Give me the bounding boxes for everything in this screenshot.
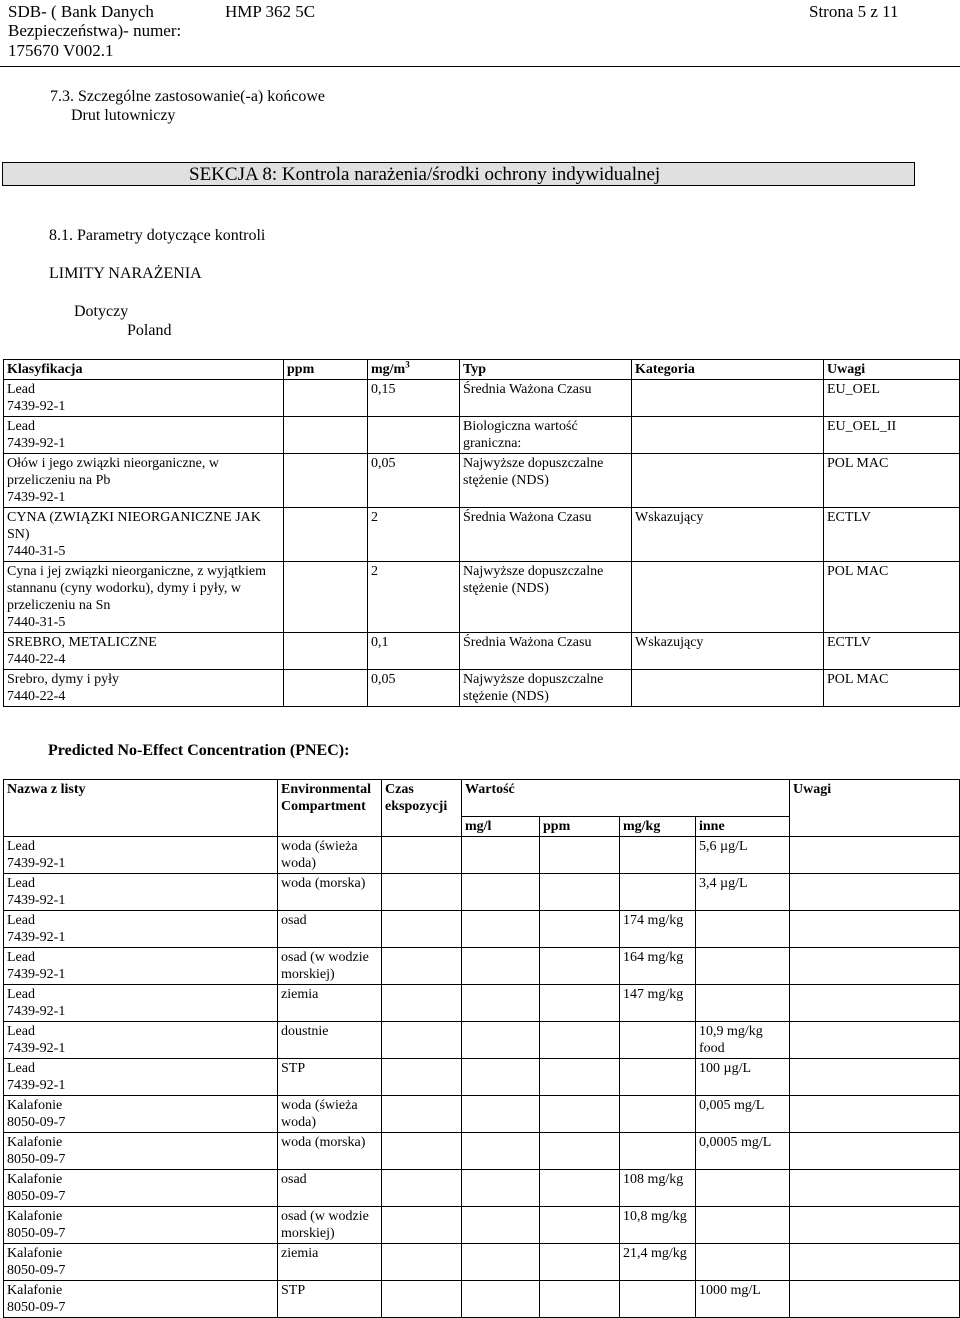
- pnec-row: [4, 874, 960, 911]
- limits-substance-name: SREBRO, METALICZNE: [7, 635, 157, 650]
- pnec-cell-czas: [382, 1207, 462, 1244]
- pnec-cell-czas: [382, 1244, 462, 1281]
- pnec-substance-name: Kalafonie: [7, 1209, 63, 1224]
- limits-header-row: [4, 360, 960, 380]
- col-header-mgm3-text: mg/m: [371, 362, 406, 377]
- pnec-row: [4, 1133, 960, 1170]
- pnec-cell-env: osad (w wodzie morskiej): [278, 1207, 382, 1244]
- pnec-cell-uwagi: [790, 985, 960, 1022]
- pnec-cell-czas: [382, 911, 462, 948]
- pnec-cell-mgkg: 10,8 mg/kg: [620, 1207, 696, 1244]
- pnec-substance-cas: 8050-09-7: [7, 1115, 66, 1130]
- limits-substance-cas: 7439-92-1: [7, 399, 66, 414]
- pnec-cell-mgkg: [620, 1022, 696, 1059]
- limits-cell-uwagi: POL MAC: [824, 670, 960, 707]
- limits-cell-uwagi: EU_OEL: [824, 380, 960, 417]
- limits-heading: LIMITY NARAŻENIA: [49, 265, 202, 282]
- pnec-row: [4, 911, 960, 948]
- pnec-substance-cas: 8050-09-7: [7, 1226, 66, 1241]
- pnec-cell-czas: [382, 1022, 462, 1059]
- pnec-cell-inne: 100 µg/L: [696, 1059, 790, 1096]
- limits-cell-uwagi: ECTLV: [824, 633, 960, 670]
- pnec-cell-mgl: [462, 1170, 540, 1207]
- pnec-substance-name: Lead: [7, 987, 35, 1002]
- pnec-cell-ppm: [540, 1170, 620, 1207]
- pnec-cell-uwagi: [790, 1133, 960, 1170]
- pnec-cell-nazwa: [4, 1244, 278, 1281]
- limits-cell-kategoria: [632, 670, 824, 707]
- limits-cell-mgm3: 0,05: [368, 670, 460, 707]
- pnec-cell-mgkg: 108 mg/kg: [620, 1170, 696, 1207]
- pnec-cell-nazwa: [4, 1170, 278, 1207]
- pnec-cell-uwagi: [790, 948, 960, 985]
- limits-cell-typ: Średnia Ważona Czasu: [460, 633, 632, 670]
- applies-label: Dotyczy: [74, 303, 129, 320]
- pnec-col-header-env: Environmental Compartment: [278, 780, 382, 837]
- header-doc-line1: SDB- ( Bank Danych: [8, 2, 154, 21]
- limits-cell-kategoria: [632, 454, 824, 508]
- limits-row: [4, 454, 960, 508]
- pnec-cell-uwagi: [790, 874, 960, 911]
- pnec-substance-cas: 7439-92-1: [7, 1078, 66, 1093]
- col-header-klasyfikacja: Klasyfikacja: [4, 360, 284, 380]
- pnec-cell-ppm: [540, 948, 620, 985]
- pnec-substance-cas: 7439-92-1: [7, 930, 66, 945]
- pnec-cell-mgl: [462, 1244, 540, 1281]
- pnec-cell-uwagi: [790, 1207, 960, 1244]
- pnec-col-header-wartosc: Wartość: [462, 780, 790, 817]
- pnec-cell-env: doustnie: [278, 1022, 382, 1059]
- pnec-cell-env: woda (morska): [278, 874, 382, 911]
- pnec-cell-mgl: [462, 837, 540, 874]
- pnec-cell-ppm: [540, 1133, 620, 1170]
- pnec-cell-ppm: [540, 1207, 620, 1244]
- pnec-cell-mgl: [462, 1059, 540, 1096]
- pnec-cell-env: STP: [278, 1059, 382, 1096]
- col-header-mgm3-sup: 3: [405, 359, 410, 370]
- pnec-col-header-mgkg: mg/kg: [620, 817, 696, 837]
- limits-cell-kategoria: Wskazujący: [632, 633, 824, 670]
- pnec-row: [4, 1281, 960, 1318]
- pnec-cell-inne: [696, 1170, 790, 1207]
- header-divider: [0, 66, 960, 67]
- limits-substance-name: Ołów i jego związki nieorganiczne, w przeliczeniu na Pb: [7, 456, 220, 488]
- pnec-cell-uwagi: [790, 1022, 960, 1059]
- limits-cell-typ: Najwyższe dopuszczalne stężenie (NDS): [460, 670, 632, 707]
- limits-substance-cas: 7439-92-1: [7, 490, 66, 505]
- limits-cell-mgm3: 2: [368, 508, 460, 562]
- pnec-cell-mgkg: 174 mg/kg: [620, 911, 696, 948]
- limits-cell-klasyfikacja: [4, 670, 284, 707]
- limits-substance-name: Lead: [7, 382, 35, 397]
- pnec-substance-cas: 7439-92-1: [7, 1004, 66, 1019]
- pnec-cell-ppm: [540, 985, 620, 1022]
- limits-cell-ppm: [284, 380, 368, 417]
- pnec-cell-czas: [382, 1170, 462, 1207]
- limits-substance-name: Cyna i jej związki nieorganiczne, z wyjątkiem stannanu (cyny wodorku), dymy i pyły, w przeliczeniu na Sn: [7, 564, 267, 613]
- pnec-substance-cas: 8050-09-7: [7, 1152, 66, 1167]
- pnec-cell-inne: 1000 mg/L: [696, 1281, 790, 1318]
- pnec-cell-env: STP: [278, 1281, 382, 1318]
- pnec-cell-inne: [696, 948, 790, 985]
- pnec-cell-nazwa: [4, 837, 278, 874]
- pnec-cell-inne: 3,4 µg/L: [696, 874, 790, 911]
- pnec-cell-mgl: [462, 985, 540, 1022]
- pnec-row: [4, 1170, 960, 1207]
- pnec-cell-mgkg: [620, 874, 696, 911]
- pnec-cell-ppm: [540, 1244, 620, 1281]
- pnec-cell-nazwa: [4, 1059, 278, 1096]
- pnec-substance-name: Lead: [7, 913, 35, 928]
- pnec-col-header-uwagi: Uwagi: [790, 780, 960, 837]
- pnec-cell-czas: [382, 837, 462, 874]
- limits-substance-cas: 7440-31-5: [7, 544, 66, 559]
- limits-cell-ppm: [284, 562, 368, 633]
- pnec-cell-nazwa: [4, 1022, 278, 1059]
- pnec-cell-mgl: [462, 911, 540, 948]
- pnec-substance-name: Kalafonie: [7, 1246, 63, 1261]
- pnec-cell-env: osad (w wodzie morskiej): [278, 948, 382, 985]
- pnec-cell-mgl: [462, 874, 540, 911]
- header-doc-number: 175670 V002.1: [8, 41, 114, 60]
- pnec-row: [4, 1059, 960, 1096]
- applies-value: Poland: [127, 322, 172, 339]
- pnec-cell-uwagi: [790, 837, 960, 874]
- pnec-row: [4, 1096, 960, 1133]
- header-product-name: HMP 362 5C: [225, 2, 316, 21]
- pnec-cell-mgkg: [620, 837, 696, 874]
- pnec-cell-mgkg: 21,4 mg/kg: [620, 1244, 696, 1281]
- pnec-substance-name: Lead: [7, 876, 35, 891]
- limits-cell-klasyfikacja: [4, 417, 284, 454]
- pnec-cell-uwagi: [790, 1244, 960, 1281]
- pnec-cell-mgl: [462, 1133, 540, 1170]
- limits-cell-kategoria: [632, 380, 824, 417]
- pnec-substance-name: Kalafonie: [7, 1172, 63, 1187]
- pnec-cell-czas: [382, 985, 462, 1022]
- col-header-ppm: ppm: [284, 360, 368, 380]
- section-8-title-bar: [2, 162, 915, 186]
- limits-cell-ppm: [284, 454, 368, 508]
- pnec-cell-env: woda (świeża woda): [278, 837, 382, 874]
- col-header-uwagi: Uwagi: [824, 360, 960, 380]
- pnec-cell-env: ziemia: [278, 985, 382, 1022]
- limits-cell-kategoria: [632, 562, 824, 633]
- section-8-title: SEKCJA 8: Kontrola narażenia/środki ochrony indywidualnej: [189, 164, 661, 185]
- pnec-substance-name: Kalafonie: [7, 1135, 63, 1150]
- pnec-cell-nazwa: [4, 985, 278, 1022]
- pnec-cell-uwagi: [790, 1059, 960, 1096]
- limits-cell-ppm: [284, 508, 368, 562]
- pnec-substance-cas: 7439-92-1: [7, 1041, 66, 1056]
- col-header-kategoria: Kategoria: [632, 360, 824, 380]
- limits-cell-kategoria: [632, 417, 824, 454]
- pnec-cell-env: osad: [278, 1170, 382, 1207]
- header-doc-line2: Bezpieczeństwa)- numer:: [8, 21, 182, 40]
- pnec-col-header-inne: inne: [696, 817, 790, 837]
- pnec-cell-mgkg: [620, 1059, 696, 1096]
- pnec-cell-mgl: [462, 1207, 540, 1244]
- pnec-cell-nazwa: [4, 1281, 278, 1318]
- pnec-substance-cas: 7439-92-1: [7, 967, 66, 982]
- pnec-substance-cas: 8050-09-7: [7, 1300, 66, 1315]
- pnec-row: [4, 1244, 960, 1281]
- limits-row: [4, 417, 960, 454]
- limits-cell-mgm3: 0,1: [368, 633, 460, 670]
- limits-substance-cas: 7439-92-1: [7, 436, 66, 451]
- pnec-cell-env: woda (świeża woda): [278, 1096, 382, 1133]
- pnec-cell-uwagi: [790, 1170, 960, 1207]
- limits-cell-klasyfikacja: [4, 633, 284, 670]
- pnec-cell-inne: 0,005 mg/L: [696, 1096, 790, 1133]
- limits-cell-mgm3: 0,15: [368, 380, 460, 417]
- pnec-table: [3, 779, 960, 1318]
- pnec-cell-inne: 0,0005 mg/L: [696, 1133, 790, 1170]
- pnec-cell-inne: 10,9 mg/kg food: [696, 1022, 790, 1059]
- limits-cell-typ: Biologiczna wartość graniczna:: [460, 417, 632, 454]
- pnec-cell-inne: 5,6 µg/L: [696, 837, 790, 874]
- limits-cell-klasyfikacja: [4, 454, 284, 508]
- limits-cell-typ: Średnia Ważona Czasu: [460, 508, 632, 562]
- pnec-col-header-ppm: ppm: [540, 817, 620, 837]
- limits-cell-ppm: [284, 670, 368, 707]
- limits-row: [4, 633, 960, 670]
- pnec-cell-mgkg: [620, 1133, 696, 1170]
- limits-substance-cas: 7440-22-4: [7, 652, 66, 667]
- pnec-cell-env: ziemia: [278, 1244, 382, 1281]
- pnec-cell-nazwa: [4, 911, 278, 948]
- limits-substance-name: Srebro, dymy i pyły: [7, 672, 119, 687]
- limits-cell-ppm: [284, 633, 368, 670]
- limits-cell-typ: Średnia Ważona Czasu: [460, 380, 632, 417]
- limits-cell-uwagi: EU_OEL_II: [824, 417, 960, 454]
- pnec-substance-cas: 8050-09-7: [7, 1263, 66, 1278]
- pnec-substance-name: Lead: [7, 950, 35, 965]
- pnec-cell-uwagi: [790, 911, 960, 948]
- pnec-cell-env: woda (morska): [278, 1133, 382, 1170]
- pnec-cell-ppm: [540, 1059, 620, 1096]
- pnec-cell-inne: [696, 1244, 790, 1281]
- limits-row: [4, 562, 960, 633]
- pnec-substance-cas: 8050-09-7: [7, 1189, 66, 1204]
- pnec-substance-name: Kalafonie: [7, 1283, 63, 1298]
- pnec-col-header-nazwa: Nazwa z listy: [4, 780, 278, 837]
- pnec-cell-nazwa: [4, 874, 278, 911]
- pnec-cell-uwagi: [790, 1281, 960, 1318]
- limits-row: [4, 508, 960, 562]
- pnec-cell-ppm: [540, 1022, 620, 1059]
- pnec-row: [4, 837, 960, 874]
- pnec-cell-mgkg: 147 mg/kg: [620, 985, 696, 1022]
- pnec-col-header-czas: Czas ekspozycji: [382, 780, 462, 837]
- pnec-cell-inne: [696, 911, 790, 948]
- pnec-row: [4, 1022, 960, 1059]
- pnec-cell-mgl: [462, 1022, 540, 1059]
- limits-cell-klasyfikacja: [4, 508, 284, 562]
- pnec-row: [4, 985, 960, 1022]
- pnec-cell-nazwa: [4, 1096, 278, 1133]
- section-7-3-text: Drut lutowniczy: [71, 107, 176, 124]
- limits-substance-cas: 7440-22-4: [7, 689, 66, 704]
- limits-cell-typ: Najwyższe dopuszczalne stężenie (NDS): [460, 562, 632, 633]
- pnec-substance-name: Lead: [7, 1024, 35, 1039]
- pnec-cell-nazwa: [4, 1207, 278, 1244]
- pnec-cell-inne: [696, 1207, 790, 1244]
- limits-cell-klasyfikacja: [4, 562, 284, 633]
- pnec-row: [4, 948, 960, 985]
- pnec-substance-name: Lead: [7, 839, 35, 854]
- limits-cell-mgm3: 0,05: [368, 454, 460, 508]
- pnec-substance-cas: 7439-92-1: [7, 893, 66, 908]
- pnec-substance-name: Lead: [7, 1061, 35, 1076]
- limits-substance-name: Lead: [7, 419, 35, 434]
- pnec-row: [4, 1207, 960, 1244]
- pnec-cell-ppm: [540, 1281, 620, 1318]
- pnec-cell-nazwa: [4, 1133, 278, 1170]
- pnec-cell-nazwa: [4, 948, 278, 985]
- pnec-cell-ppm: [540, 911, 620, 948]
- limits-substance-name: CYNA (ZWIĄZKI NIEORGANICZNE JAK SN): [7, 510, 261, 542]
- pnec-cell-mgkg: 164 mg/kg: [620, 948, 696, 985]
- limits-cell-klasyfikacja: [4, 380, 284, 417]
- section-8-1-heading: 8.1. Parametry dotyczące kontroli: [49, 227, 266, 244]
- limits-cell-mgm3: 2: [368, 562, 460, 633]
- pnec-cell-czas: [382, 1133, 462, 1170]
- pnec-cell-czas: [382, 1096, 462, 1133]
- pnec-cell-mgl: [462, 1096, 540, 1133]
- limits-cell-uwagi: ECTLV: [824, 508, 960, 562]
- pnec-cell-uwagi: [790, 1096, 960, 1133]
- section-7-3-heading: 7.3. Szczególne zastosowanie(-a) końcowe: [50, 88, 325, 105]
- limits-row: [4, 380, 960, 417]
- limits-cell-uwagi: POL MAC: [824, 454, 960, 508]
- col-header-typ: Typ: [460, 360, 632, 380]
- pnec-cell-czas: [382, 1281, 462, 1318]
- limits-cell-mgm3: [368, 417, 460, 454]
- pnec-cell-ppm: [540, 837, 620, 874]
- pnec-cell-czas: [382, 874, 462, 911]
- pnec-cell-inne: [696, 985, 790, 1022]
- exposure-limits-table: [3, 359, 960, 707]
- pnec-substance-name: Kalafonie: [7, 1098, 63, 1113]
- limits-cell-uwagi: POL MAC: [824, 562, 960, 633]
- limits-row: [4, 670, 960, 707]
- limits-cell-typ: Najwyższe dopuszczalne stężenie (NDS): [460, 454, 632, 508]
- limits-table-body: [4, 380, 960, 707]
- pnec-cell-mgl: [462, 1281, 540, 1318]
- pnec-cell-czas: [382, 948, 462, 985]
- pnec-cell-mgl: [462, 948, 540, 985]
- pnec-col-header-mgl: mg/l: [462, 817, 540, 837]
- pnec-table-body: [4, 837, 960, 1318]
- pnec-cell-mgkg: [620, 1281, 696, 1318]
- pnec-cell-ppm: [540, 1096, 620, 1133]
- col-header-mgm3: [368, 360, 460, 380]
- limits-substance-cas: 7440-31-5: [7, 615, 66, 630]
- pnec-cell-ppm: [540, 874, 620, 911]
- pnec-header-row: [4, 780, 960, 817]
- pnec-cell-czas: [382, 1059, 462, 1096]
- pnec-cell-env: osad: [278, 911, 382, 948]
- pnec-cell-mgkg: [620, 1096, 696, 1133]
- pnec-heading: Predicted No-Effect Concentration (PNEC):: [48, 742, 350, 759]
- limits-cell-ppm: [284, 417, 368, 454]
- header-page-number: Strona 5 z 11: [809, 2, 899, 21]
- limits-cell-kategoria: Wskazujący: [632, 508, 824, 562]
- pnec-substance-cas: 7439-92-1: [7, 856, 66, 871]
